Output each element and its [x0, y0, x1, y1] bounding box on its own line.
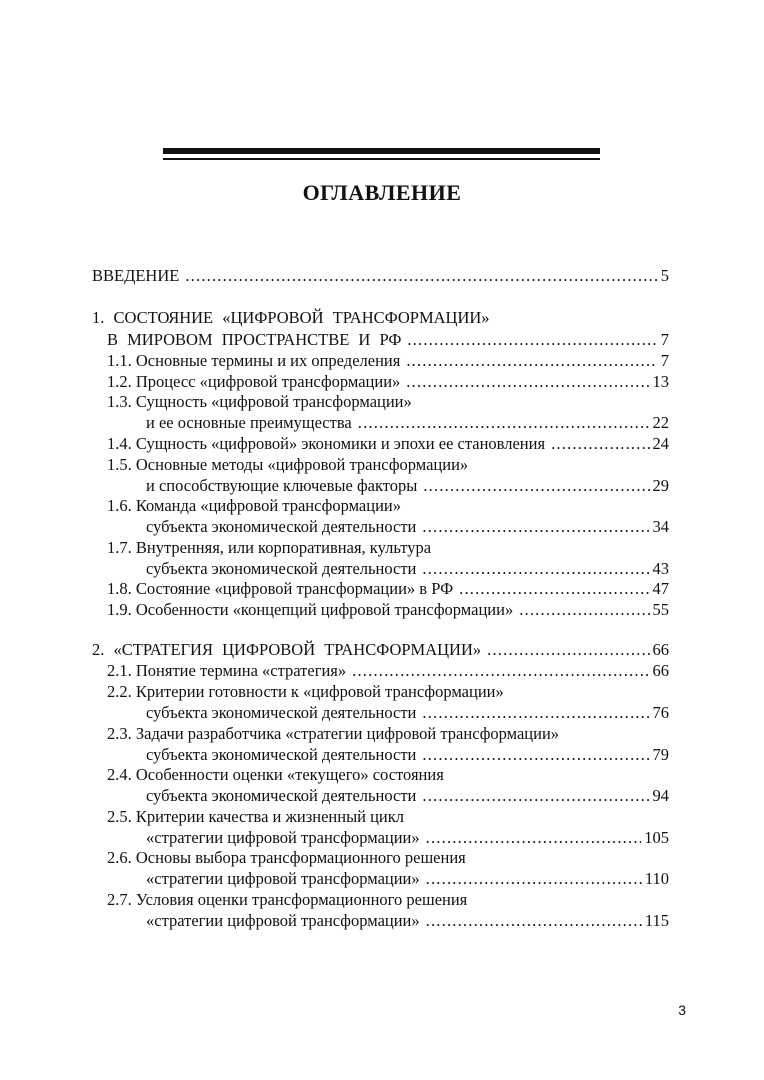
- dot-leader: [426, 910, 642, 932]
- toc-entry-2-2[interactable]: [146, 702, 669, 724]
- dot-leader: [422, 785, 649, 807]
- dot-leader: [406, 371, 649, 393]
- toc-entry-2-1[interactable]: [107, 660, 669, 682]
- dot-leader: [519, 599, 649, 621]
- toc-entry-page: 5: [660, 266, 669, 285]
- toc-entry-page: 66: [652, 640, 669, 659]
- dot-leader: [487, 639, 649, 661]
- toc-entry-1-7-title[interactable]: 1.7. Внутренняя, или корпоративная, культура: [107, 538, 432, 557]
- toc-entry-title: 1.9. Особенности «концепций цифровой трансформации»: [107, 600, 514, 619]
- toc-chapter-1[interactable]: [107, 329, 669, 351]
- toc-entry-2-5[interactable]: [146, 827, 669, 849]
- dot-leader: [422, 702, 649, 724]
- toc-entry-page: 66: [652, 661, 669, 680]
- toc-entry-page: 7: [660, 330, 669, 349]
- toc-entry-title: «стратегии цифровой трансформации»: [146, 911, 420, 930]
- toc-entry-1-6[interactable]: [146, 516, 669, 538]
- toc-entry-2-6[interactable]: [146, 868, 669, 890]
- toc-entry-page: 105: [644, 828, 669, 847]
- toc-entry-title: 1.1. Основные термины и их определения: [107, 351, 401, 370]
- dot-leader: [352, 660, 649, 682]
- toc-chapter-1-title[interactable]: 1. СОСТОЯНИЕ «ЦИФРОВОЙ ТРАНСФОРМАЦИИ»: [92, 308, 490, 327]
- dot-leader: [426, 827, 642, 849]
- page-number: 3: [678, 1002, 686, 1018]
- toc-entry-2-2-title[interactable]: 2.2. Критерии готовности к «цифровой трансформации»: [107, 682, 504, 701]
- toc-entry-title: «стратегии цифровой трансформации»: [146, 828, 420, 847]
- toc-entry-title: 1.8. Состояние «цифровой трансформации» в РФ: [107, 579, 454, 598]
- toc-entry-title: субъекта экономической деятельности: [146, 745, 417, 764]
- dot-leader: [407, 329, 657, 351]
- toc-entry-1-3[interactable]: [146, 412, 669, 434]
- toc-entry-2-3-title[interactable]: 2.3. Задачи разработчика «стратегии цифровой трансформации»: [107, 724, 560, 743]
- toc-entry-title: субъекта экономической деятельности: [146, 703, 417, 722]
- toc-entry-title: 2.1. Понятие термина «стратегия»: [107, 661, 347, 680]
- toc-entry-2-5-title[interactable]: 2.5. Критерии качества и жизненный цикл: [107, 807, 405, 826]
- toc-entry-page: 76: [652, 703, 669, 722]
- toc-entry-2-7-title[interactable]: 2.7. Условия оценки трансформационного решения: [107, 890, 468, 909]
- toc-entry-page: 43: [652, 559, 669, 578]
- dot-leader: [422, 744, 649, 766]
- toc-entry-title: субъекта экономической деятельности: [146, 559, 417, 578]
- toc-entry-page: 29: [652, 476, 669, 495]
- dot-leader: [185, 265, 657, 287]
- toc-entry-2-4-title[interactable]: 2.4. Особенности оценки «текущего» состояния: [107, 765, 444, 784]
- dot-leader: [406, 350, 657, 372]
- toc-entry-title: субъекта экономической деятельности: [146, 786, 417, 805]
- toc-entry-title: «стратегии цифровой трансформации»: [146, 869, 420, 888]
- toc-entry-2-6-title[interactable]: 2.6. Основы выбора трансформационного решения: [107, 848, 466, 867]
- dot-leader: [422, 558, 649, 580]
- toc-entry-title: 2. «СТРАТЕГИЯ ЦИФРОВОЙ ТРАНСФОРМАЦИИ»: [92, 640, 482, 659]
- toc-entry-title: и способствующие ключевые факторы: [146, 476, 418, 495]
- dot-leader: [422, 516, 649, 538]
- toc-entry-intro[interactable]: [92, 265, 669, 287]
- toc-entry-1-1[interactable]: [107, 350, 669, 372]
- toc-entry-page: 47: [652, 579, 669, 598]
- toc-entry-1-5-title[interactable]: 1.5. Основные методы «цифровой трансформации»: [107, 455, 469, 474]
- toc-entry-page: 79: [652, 745, 669, 764]
- toc-entry-title: 1.4. Сущность «цифровой» экономики и эпохи ее становления: [107, 434, 546, 453]
- toc-entry-page: 34: [652, 517, 669, 536]
- toc-entry-title: 1.2. Процесс «цифровой трансформации»: [107, 372, 401, 391]
- toc-entry-2-4[interactable]: [146, 785, 669, 807]
- toc-entry-1-3-title[interactable]: 1.3. Сущность «цифровой трансформации»: [107, 392, 412, 411]
- toc-entry-page: 13: [652, 372, 669, 391]
- toc-entry-page: 24: [652, 434, 669, 453]
- toc-chapter-2[interactable]: [92, 639, 669, 661]
- toc-entry-2-7[interactable]: [146, 910, 669, 932]
- toc-entry-page: 110: [644, 869, 669, 888]
- toc-entry-page: 7: [660, 351, 669, 370]
- dot-leader: [423, 475, 649, 497]
- dot-leader: [459, 578, 649, 600]
- dot-leader: [551, 433, 649, 455]
- toc-entry-page: 55: [652, 600, 669, 619]
- toc-entry-1-8[interactable]: [107, 578, 669, 600]
- dot-leader: [358, 412, 650, 434]
- page-title: ОГЛАВЛЕНИЕ: [302, 180, 462, 205]
- toc-entry-page: 115: [644, 911, 669, 930]
- toc-entry-1-6-title[interactable]: 1.6. Команда «цифровой трансформации»: [107, 496, 401, 515]
- toc-entry-title: субъекта экономической деятельности: [146, 517, 417, 536]
- toc-entry-page: 94: [652, 786, 669, 805]
- toc-entry-1-7[interactable]: [146, 558, 669, 580]
- toc-entry-title: и ее основные преимущества: [146, 413, 352, 432]
- toc-entry-1-5[interactable]: [146, 475, 669, 497]
- toc-entry-title: ВВЕДЕНИЕ: [92, 266, 180, 285]
- toc-entry-page: 22: [652, 413, 669, 432]
- toc-entry-1-4[interactable]: [107, 433, 669, 455]
- toc-entry-1-2[interactable]: [107, 371, 669, 393]
- dot-leader: [426, 868, 642, 890]
- toc-entry-2-3[interactable]: [146, 744, 669, 766]
- toc-entry-1-9[interactable]: [107, 599, 669, 621]
- toc-entry-title: В МИРОВОМ ПРОСТРАНСТВЕ И РФ: [107, 330, 402, 349]
